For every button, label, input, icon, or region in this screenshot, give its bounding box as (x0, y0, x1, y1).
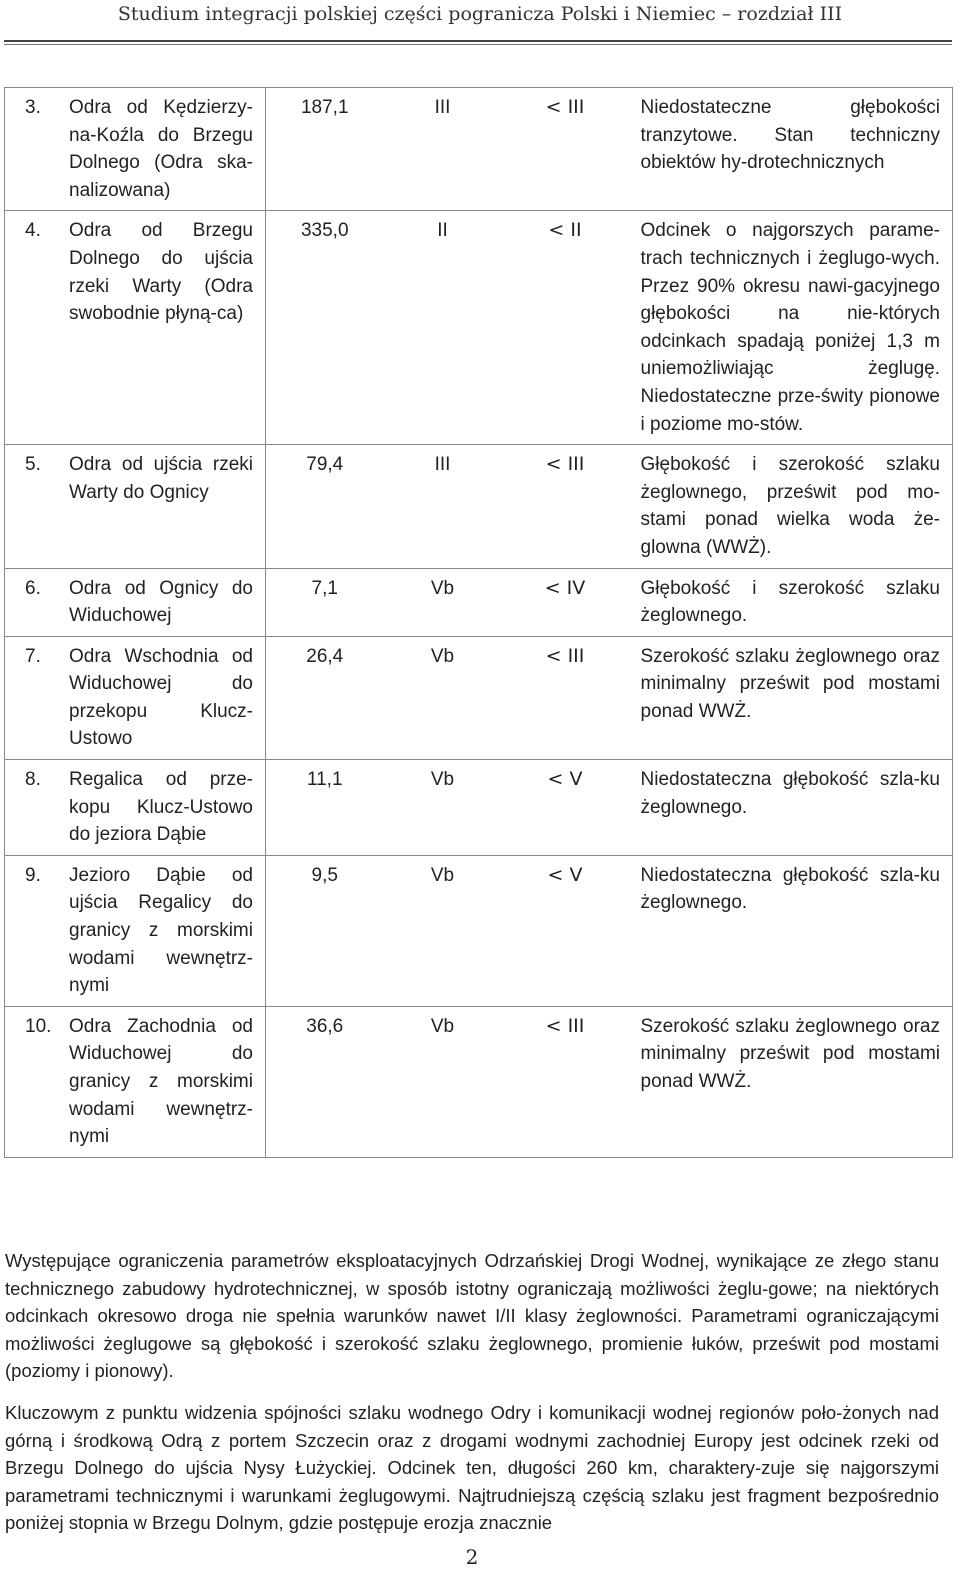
segment-name: Odra od ujścia rzeki Warty do Ognicy (69, 454, 253, 503)
actual-class-cell: < V (502, 855, 629, 1006)
class-cell: Vb (384, 760, 502, 856)
running-header-title: Studium integracji polskiej części pogranicza Polski i Niemiec – rozdział III (117, 3, 843, 25)
running-header (0, 0, 960, 36)
header-divider-thin (4, 44, 952, 45)
segment-name: Regalica od prze-kopu Klucz-Ustowo do jeziora Dąbie (69, 769, 253, 846)
segment-cell (5, 88, 266, 211)
length-cell: 335,0 (266, 211, 384, 445)
row-number: 9. (25, 864, 41, 886)
segment-cell (5, 568, 266, 636)
row-number: 7. (25, 645, 41, 667)
segment-cell (5, 760, 266, 856)
class-cell: III (384, 445, 502, 568)
row-number: 10. (25, 1015, 52, 1037)
notes-cell: Głębokość i szerokość szlaku żeglownego, prześwit pod mo-stami ponad wielka woda że-glowna (WWŻ). (629, 445, 953, 568)
segment-cell (5, 445, 266, 568)
length-cell: 187,1 (266, 88, 384, 211)
body-text (5, 1247, 939, 1551)
notes-cell: Szerokość szlaku żeglownego oraz minimalny prześwit pod mostami ponad WWŻ. (629, 1006, 953, 1157)
row-number: 8. (25, 769, 41, 791)
table-row (5, 636, 953, 759)
class-cell: Vb (384, 568, 502, 636)
segment-name: Odra od Ognicy do Widuchowej (69, 577, 253, 627)
class-cell: Vb (384, 1006, 502, 1157)
notes-cell: Niedostateczna głębokość szla-ku żeglownego. (629, 855, 953, 1006)
notes-cell: Odcinek o najgorszych parame-trach technicznych i żeglugo-wych. Przez 90% okresu nawi-gacyjnego głębokości na nie-których odcinkach spadają poniżej 1,3 m uniemożliwiając żeglugę. Niedostateczne prze-świty pionowe i poziome mo-stów. (629, 211, 953, 445)
row-number: 3. (25, 97, 41, 118)
table-row (5, 445, 953, 568)
length-cell: 36,6 (266, 1006, 384, 1157)
segment-name: Odra Zachodnia od Widuchowej do granicy z morskimi wodami wewnętrz-nymi (69, 1015, 253, 1148)
page-number: 2 (465, 1545, 479, 1569)
segment-cell (5, 636, 266, 759)
table-row (5, 1006, 953, 1157)
class-cell: II (384, 211, 502, 445)
actual-class-cell: < III (502, 1006, 629, 1157)
table-row (5, 88, 953, 211)
segment-cell (5, 855, 266, 1006)
actual-class-cell: < III (502, 636, 629, 759)
actual-class-cell: < III (502, 445, 629, 568)
actual-class-cell: < IV (502, 568, 629, 636)
table-row (5, 211, 953, 445)
notes-cell: Niedostateczne głębokości tranzytowe. Stan techniczny obiektów hy-drotechnicznych (629, 88, 953, 211)
segment-name: Odra od Kędzierzy-na-Koźla do Brzegu Dolnego (Odra ska-nalizowana) (69, 97, 253, 201)
class-cell: III (384, 88, 502, 211)
paragraph: Występujące ograniczenia parametrów eksploatacyjnych Odrzańskiej Drogi Wodnej, wynikające ze złego stanu technicznego zabudowy hydrotechnicznej, w sposób istotny ograniczają możliwości żeglu-gowe; na niektórych odcinkach okresowo droga nie spełnia warunków nawet I/II klasy żeglowności. Parametrami ograniczającymi możliwości żeglugowe są głębokość i szerokość szlaku żeglownego, promienie łuków, prześwit pod mostami (poziomy i pionowy). (5, 1250, 939, 1382)
row-number: 4. (25, 220, 41, 242)
actual-class-cell: < III (502, 88, 629, 211)
segment-cell (5, 1006, 266, 1157)
segment-name: Odra Wschodnia od Widuchowej do przekopu Klucz-Ustowo (69, 645, 253, 750)
row-number: 5. (25, 454, 41, 476)
length-cell: 11,1 (266, 760, 384, 856)
table-row (5, 760, 953, 856)
row-number: 6. (25, 577, 41, 599)
length-cell: 9,5 (266, 855, 384, 1006)
segment-name: Jezioro Dąbie od ujścia Regalicy do granicy z morskimi wodami wewnętrz-nymi (69, 864, 253, 997)
actual-class-cell: < V (502, 760, 629, 856)
length-cell: 7,1 (266, 568, 384, 636)
length-cell: 26,4 (266, 636, 384, 759)
waterway-segments-table (4, 87, 953, 1158)
notes-cell: Szerokość szlaku żeglownego oraz minimalny prześwit pod mostami ponad WWŻ. (629, 636, 953, 759)
table-row (5, 855, 953, 1006)
length-cell: 79,4 (266, 445, 384, 568)
notes-cell: Głębokość i szerokość szlaku żeglownego. (629, 568, 953, 636)
class-cell: Vb (384, 636, 502, 759)
segment-cell (5, 211, 266, 445)
notes-cell: Niedostateczna głębokość szla-ku żeglownego. (629, 760, 953, 856)
class-cell: Vb (384, 855, 502, 1006)
paragraph: Kluczowym z punktu widzenia spójności szlaku wodnego Odry i komunikacji wodnej regionów poło-żonych nad górną i środkową Odrą z portem Szczecin oraz z drogami wodnymi zachodniej Europy jest odcinek rzeki od Brzegu Dolnego do ujścia Nysy Łużyckiej. Odcinek ten, długości 260 km, charaktery-zuje się najgorszymi parametrami technicznymi i warunkami żeglugowymi. Najtrudniejszą częścią szlaku jest fragment bezpośrednio poniżej stopnia w Brzegu Dolnym, gdzie postępuje erozja znacznie (5, 1401, 939, 1534)
header-divider (4, 40, 952, 42)
actual-class-cell: < II (502, 211, 629, 445)
segment-name: Odra od Brzegu Dolnego do ujścia rzeki Warty (Odra swobodnie płyną-ca) (69, 220, 253, 325)
table-row (5, 568, 953, 636)
